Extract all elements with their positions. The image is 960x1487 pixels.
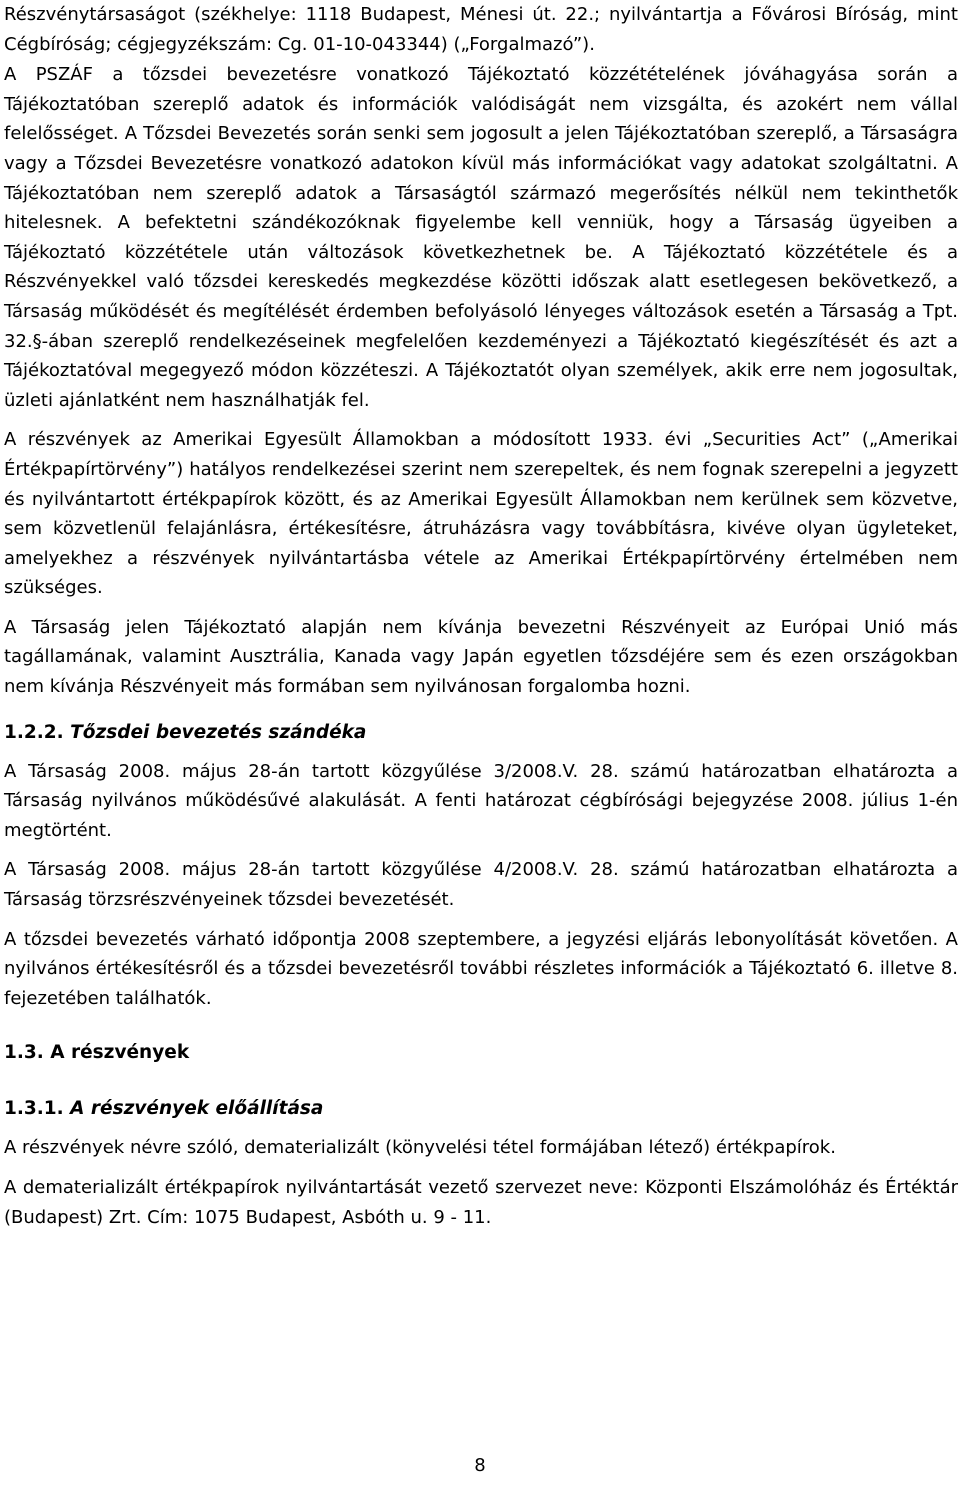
- section-number: 1.2.2.: [4, 721, 71, 743]
- paragraph-securities-act: A részvények az Amerikai Egyesült Államokban a módosított 1933. évi „Securities Act” („Amerikai Értékpapírtörvény”) hatályos rendelkezései szerint nem szerepeltek, és nem fognak szerepelni a jegyzett és nyilvántartott értékpapírok között, és az Amerikai Egyesült Államokban nem kerülnek sem közvetve, sem közvetlenül felajánlásra, értékesítésre, átruházásra vagy továbbításra, kivéve olyan ügyleteket, amelyekhez a részvények nyilvántartásba vétele az Amerikai Értékpapírtörvény értelmében nem szükséges.: [4, 429, 958, 599]
- paragraph-resolution-4: A Társaság 2008. május 28-án tartott közgyűlése 4/2008.V. 28. számú határozatban elhatározta a Társaság törzsrészvényeinek tőzsdei bevezetését.: [4, 859, 958, 911]
- paragraph-listing-date: A tőzsdei bevezetés várható időpontja 2008 szeptembere, a jegyzési eljárás lebonyolítását követően. A nyilvános értékesítésről és a tőzsdei bevezetésről további részletes információk a Tájékoztató 6. illetve 8. fejezetében találhatók.: [4, 928, 958, 1009]
- section-heading-1-2-2: [4, 718, 958, 747]
- paragraph-eu-listing: A Társaság jelen Tájékoztató alapján nem kívánja bevezetni Részvényeit az Európai Unió más tagállamának, valamint Ausztrália, Kanada vagy Japán egyetlen tőzsdéjére sem és ezen országokban nem kívánja Részvényeit más formában sem nyilvánosan forgalomba hozni.: [4, 616, 958, 698]
- paragraph-keler: A dematerializált értékpapírok nyilvántartását vezető szervezet neve: Központi Elszámolóház és Értéktár (Budapest) Zrt. Cím: 1075 Budapest, Asbóth u. 9 - 11.: [4, 1177, 958, 1228]
- paragraph-resolution-3: A Társaság 2008. május 28-án tartott közgyűlése 3/2008.V. 28. számú határozatban elhatározta a Társaság nyilvános működésűvé alakulását. A fenti határozat cégbírósági bejegyzése 2008. július 1-én megtörtént.: [4, 760, 958, 841]
- paragraph-pszaf-disclaimer: A PSZÁF a tőzsdei bevezetésre vonatkozó Tájékoztató közzétételének jóváhagyása során a Tájékoztatóban szereplő adatok és információk valódiságát nem vizsgálta, és azokért nem vállal felelősséget. A Tőzsdei Bevezetés során senki sem jogosult a jelen Tájékoztatóban szereplő, a Társaságra vagy a Tőzsdei Bevezetésre vonatkozó adatokon kívül más információkat vagy adatokat szolgáltatni. A Tájékoztatóban nem szereplő adatok a Társaságtól származó megerősítés nélkül nem tekinthetők hitelesnek. A befektetni szándékozóknak figyelembe kell venniük, hogy a Társaság ügyeiben a Tájékoztató közzététele után változások következhetnek be. A Tájékoztató közzététele és a Részvényekkel való tőzsdei kereskedés megkezdése közötti időszak alatt esetlegesen bekövetkező, a Társaság működését és megítélését érdemben befolyásoló lényeges változások esetén a Társaság a Tpt. 32.§-ában szereplő rendelkezéseinek megfelelően kezdeményezi a Tájékoztató kiegészítését és azt a Tájékoztatóval megegyező módon közzéteszi. A Tájékoztatót olyan személyek, akik erre nem jogosultak, üzleti ajánlatként nem használhatják fel.: [4, 64, 958, 411]
- section-number: 1.3.1.: [4, 1098, 71, 1120]
- page-number: 8: [474, 1455, 486, 1476]
- section-title: Tőzsdei bevezetés szándéka: [70, 721, 367, 743]
- section-title: A részvények előállítása: [70, 1098, 324, 1120]
- paragraph-dematerialized: A részvények névre szóló, dematerializált (könyvelési tétel formájában létező) értékpapírok.: [4, 1137, 836, 1159]
- section-heading-1-3-1: [4, 1094, 958, 1123]
- paragraph-forgalmazo: Részvénytársaságot (székhelye: 1118 Budapest, Ménesi út. 22.; nyilvántartja a Fővárosi Bíróság, mint Cégbíróság; cégjegyzékszám: Cg. 01-10-043344) („Forgalmazó”).: [4, 4, 958, 55]
- document-page: [4, 0, 958, 1232]
- section-heading-1-3: 1.3. A részvények: [4, 1042, 190, 1064]
